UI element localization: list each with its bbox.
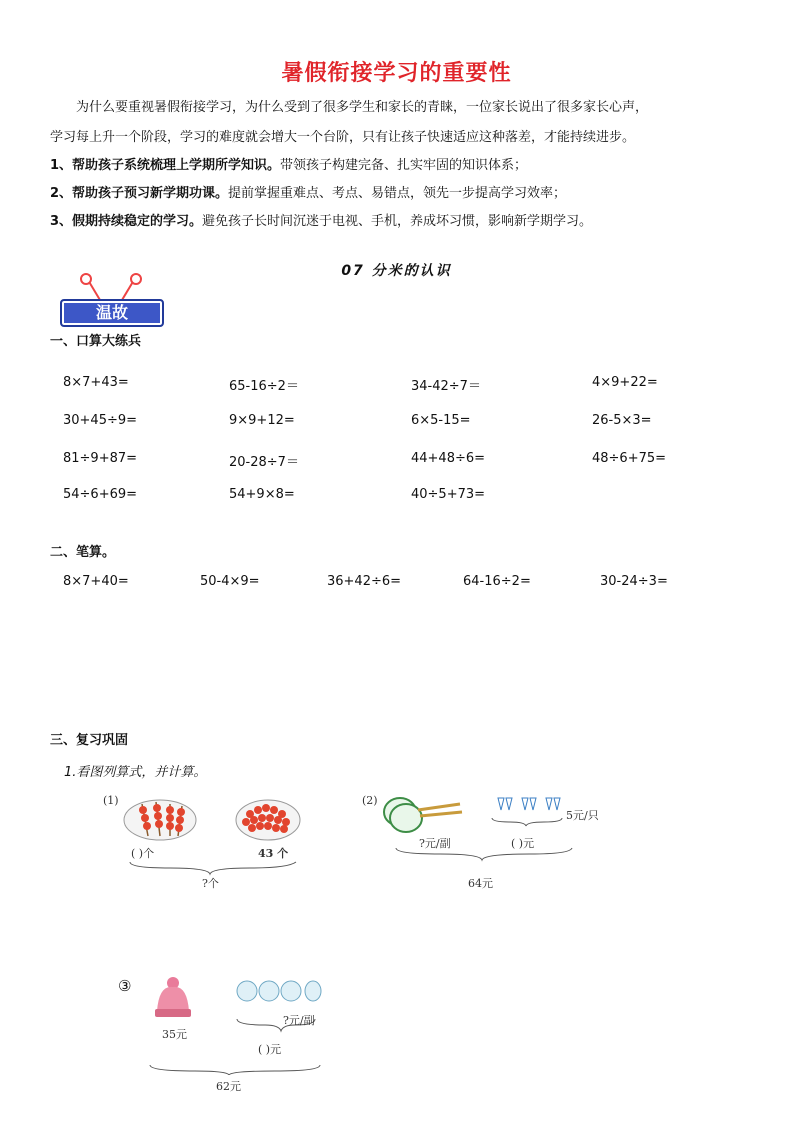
fig2-total: 64元 (468, 877, 493, 890)
fig2-illustration (380, 790, 620, 890)
review-badge (60, 299, 164, 327)
oral-eq: 44+48÷6= (411, 451, 486, 466)
section1-heading: 一、口算大练兵 (50, 334, 142, 349)
fig1-number: (1) (103, 794, 119, 807)
written-eq: 30-24÷3= (600, 574, 668, 589)
shuttlecock-icon (498, 798, 560, 810)
oral-eq: 26-5×3= (592, 413, 652, 428)
badge-antenna-icon (76, 272, 146, 302)
oral-eq: 34-42÷7＝ (411, 379, 481, 394)
fig3-hat-price: 35元 (162, 1028, 187, 1041)
written-eq: 36+42÷6= (327, 574, 402, 589)
oral-eq: 30+45÷9= (63, 413, 138, 428)
point-2-bold: 2、帮助孩子预习新学期功课。 (50, 186, 229, 201)
written-eq: 64-16÷2= (463, 574, 531, 589)
point-1-bold: 1、帮助孩子系统梳理上学期所学知识。 (50, 158, 281, 173)
fig1-total: ?个 (202, 877, 219, 890)
badminton-racket-icon (384, 798, 462, 832)
fig2-price: 5元/只 (566, 809, 599, 822)
point-2-text: 提前掌握重难点、考点、易错点，领先一步提高学习效率； (228, 186, 567, 201)
section2-heading: 二、笔算。 (50, 545, 116, 560)
fig1-right-label: 43 个 (258, 847, 289, 860)
oral-eq: 65-16÷2＝ (229, 379, 299, 394)
point-2 (50, 180, 750, 208)
written-eq: 50-4×9= (200, 574, 260, 589)
written-eq: 8×7+40= (63, 574, 129, 589)
fig2-right-label: ( )元 (511, 837, 535, 850)
oral-eq: 81÷9+87= (63, 451, 138, 466)
point-3-bold: 3、假期持续稳定的学习。 (50, 214, 203, 229)
mittens-icon (237, 981, 321, 1001)
fig3-price: ?元/副 (283, 1014, 315, 1027)
oral-eq: 48÷6+75= (592, 451, 667, 466)
fig1-left-label: ( )个 (131, 847, 155, 860)
intro-line-2: 学习每上升一个阶段，学习的难度就会增大一个台阶，只有让孩子快速适应这种落差，才能持续进步。 (50, 130, 636, 145)
oral-eq: 4×9+22= (592, 375, 658, 390)
oral-eq: 9×9+12= (229, 413, 295, 428)
fig3-number: ③ (118, 977, 132, 995)
oral-eq: 40÷5+73= (411, 487, 486, 502)
page-title: 暑假衔接学习的重要性 (281, 61, 512, 86)
question-1: 1.看图列算式，并计算。 (64, 765, 207, 780)
lesson-title: 07 分米的认识 (341, 263, 452, 279)
intro-line-1: 为什么要重视暑假衔接学习，为什么受到了很多学生和家长的青睐，一位家长说出了很多家长心声， (76, 100, 649, 115)
point-3-text: 避免孩子长时间沉迷于电视、手机，养成坏习惯，影响新学期学习。 (202, 214, 593, 229)
review-badge-label: 温故 (95, 303, 128, 322)
oral-eq: 54+9×8= (229, 487, 295, 502)
fig2-left-label: ?元/副 (419, 837, 451, 850)
point-1-text: 带领孩子构建完备、扎实牢固的知识体系； (280, 158, 528, 173)
oral-eq: 8×7+43= (63, 375, 129, 390)
point-3 (50, 208, 750, 236)
oral-eq: 6×5-15= (411, 413, 471, 428)
fig2-number: (2) (362, 794, 378, 807)
point-1 (50, 152, 750, 180)
fig3-right-label: ( )元 (258, 1043, 282, 1056)
fig3-total: 62元 (216, 1080, 241, 1093)
section3-heading: 三、复习巩固 (50, 733, 129, 748)
oral-eq: 20-28÷7＝ (229, 455, 299, 470)
knit-hat-icon (155, 977, 191, 1017)
oral-eq: 54÷6+69= (63, 487, 138, 502)
